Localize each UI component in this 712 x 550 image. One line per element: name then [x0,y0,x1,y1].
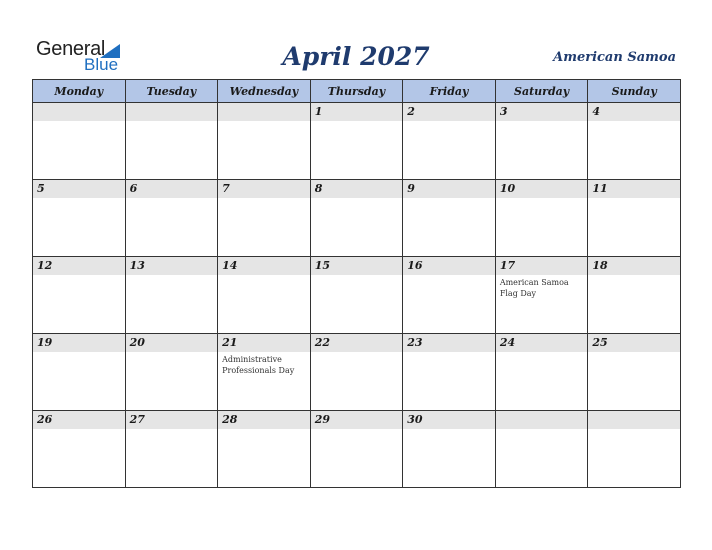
day-cell [495,334,588,411]
day-cell [125,103,218,180]
day-cell [218,411,311,488]
day-number-bar [588,103,680,121]
day-number: 25 [592,336,608,349]
week-row [33,103,681,180]
day-number: 30 [407,413,423,426]
day-number: 11 [592,182,608,195]
logo-general-text: General [36,38,106,60]
day-cell [403,180,496,257]
day-cell [310,103,403,180]
day-number-bar [311,257,403,275]
day-number-bar [218,334,310,352]
day-number: 5 [37,182,45,195]
day-cell [33,257,126,334]
day-number-bar [403,411,495,429]
day-number-bar [33,257,125,275]
day-number: 22 [314,336,330,349]
day-cell [125,180,218,257]
day-number-bar [588,334,680,352]
logo-blue-text: Blue [84,55,119,74]
day-cell [588,334,681,411]
day-number-bar [218,180,310,198]
day-cell [125,257,218,334]
day-number: 26 [37,413,53,426]
day-cell [495,103,588,180]
day-cell [403,411,496,488]
day-number-bar [33,103,125,121]
day-number: 20 [129,336,145,349]
day-cell [33,334,126,411]
day-number-bar [403,180,495,198]
day-number-bar [33,180,125,198]
day-number-bar [496,334,588,352]
day-number [496,411,588,413]
day-number: 24 [499,336,516,349]
day-number-bar [33,334,125,352]
weekday-header: Monday [33,80,126,103]
day-number: 27 [129,413,145,426]
calendar-grid [32,79,681,488]
day-number-bar [33,411,125,429]
day-number [33,103,125,105]
day-cell [588,103,681,180]
day-number-bar [403,334,495,352]
day-number-bar [588,180,680,198]
day-cell [495,257,588,334]
day-cell [310,411,403,488]
weekday-header: Sunday [588,80,681,103]
day-number-bar [588,411,680,429]
day-number-bar [218,411,310,429]
day-number: 16 [407,259,423,272]
day-number-bar [311,334,403,352]
day-number: 7 [222,182,230,195]
day-cell [33,103,126,180]
day-cell [403,257,496,334]
day-number: 1 [314,105,323,118]
day-number-bar [218,257,310,275]
weekday-header: Tuesday [125,80,218,103]
day-cell [125,411,218,488]
day-cell [310,257,403,334]
day-number: 18 [592,259,608,272]
day-number: 17 [499,259,516,272]
week-row [33,180,681,257]
day-number: 4 [592,105,601,118]
day-number: 15 [314,259,330,272]
day-number-bar [126,334,218,352]
day-number: 6 [129,182,138,195]
day-cell [588,411,681,488]
holiday-event: Administrative Professionals Day [222,355,295,375]
day-number: 28 [222,413,238,426]
day-number-bar [588,257,680,275]
day-number: 29 [314,413,330,426]
day-number: 21 [222,336,238,349]
day-cell [218,180,311,257]
day-number-bar [496,180,588,198]
day-cell [495,180,588,257]
day-number-bar [311,180,403,198]
day-number: 8 [314,182,323,195]
week-row [33,334,681,411]
day-number-bar [403,257,495,275]
calendar-title: April 2027 [282,42,430,71]
day-number: 19 [37,336,53,349]
week-row [33,257,681,334]
day-number-bar [218,103,310,121]
day-number-bar [496,103,588,121]
day-cell [403,334,496,411]
day-number: 13 [129,259,145,272]
day-number: 12 [37,259,53,272]
day-cell [310,334,403,411]
day-cell [218,257,311,334]
day-cell [588,180,681,257]
day-number: 9 [407,182,415,195]
day-number-bar [126,257,218,275]
day-cell [495,411,588,488]
weekday-header: Saturday [495,80,588,103]
region-label: American Samoa [553,50,676,65]
day-number-bar [126,103,218,121]
calendar-body [33,103,681,488]
day-number: 2 [407,105,415,118]
week-row [33,411,681,488]
day-cell [218,334,311,411]
day-number-bar [126,411,218,429]
day-number-bar [126,180,218,198]
weekday-header-row [33,80,681,103]
day-number: 14 [222,259,238,272]
day-number: 10 [499,182,516,195]
day-cell [310,180,403,257]
holiday-event: American Samoa Flag Day [499,278,569,298]
weekday-header: Wednesday [218,80,311,103]
day-number: 23 [407,336,423,349]
weekday-header: Friday [403,80,496,103]
weekday-header: Thursday [310,80,403,103]
day-number [218,103,310,105]
day-cell [218,103,311,180]
day-number: 3 [499,105,508,118]
day-number-bar [496,411,588,429]
day-cell [125,334,218,411]
day-number [126,103,218,105]
day-number [588,411,680,413]
day-number-bar [403,103,495,121]
day-number-bar [311,411,403,429]
day-number-bar [496,257,588,275]
day-cell [403,103,496,180]
day-number-bar [311,103,403,121]
day-cell [588,257,681,334]
day-cell [33,180,126,257]
day-cell [33,411,126,488]
